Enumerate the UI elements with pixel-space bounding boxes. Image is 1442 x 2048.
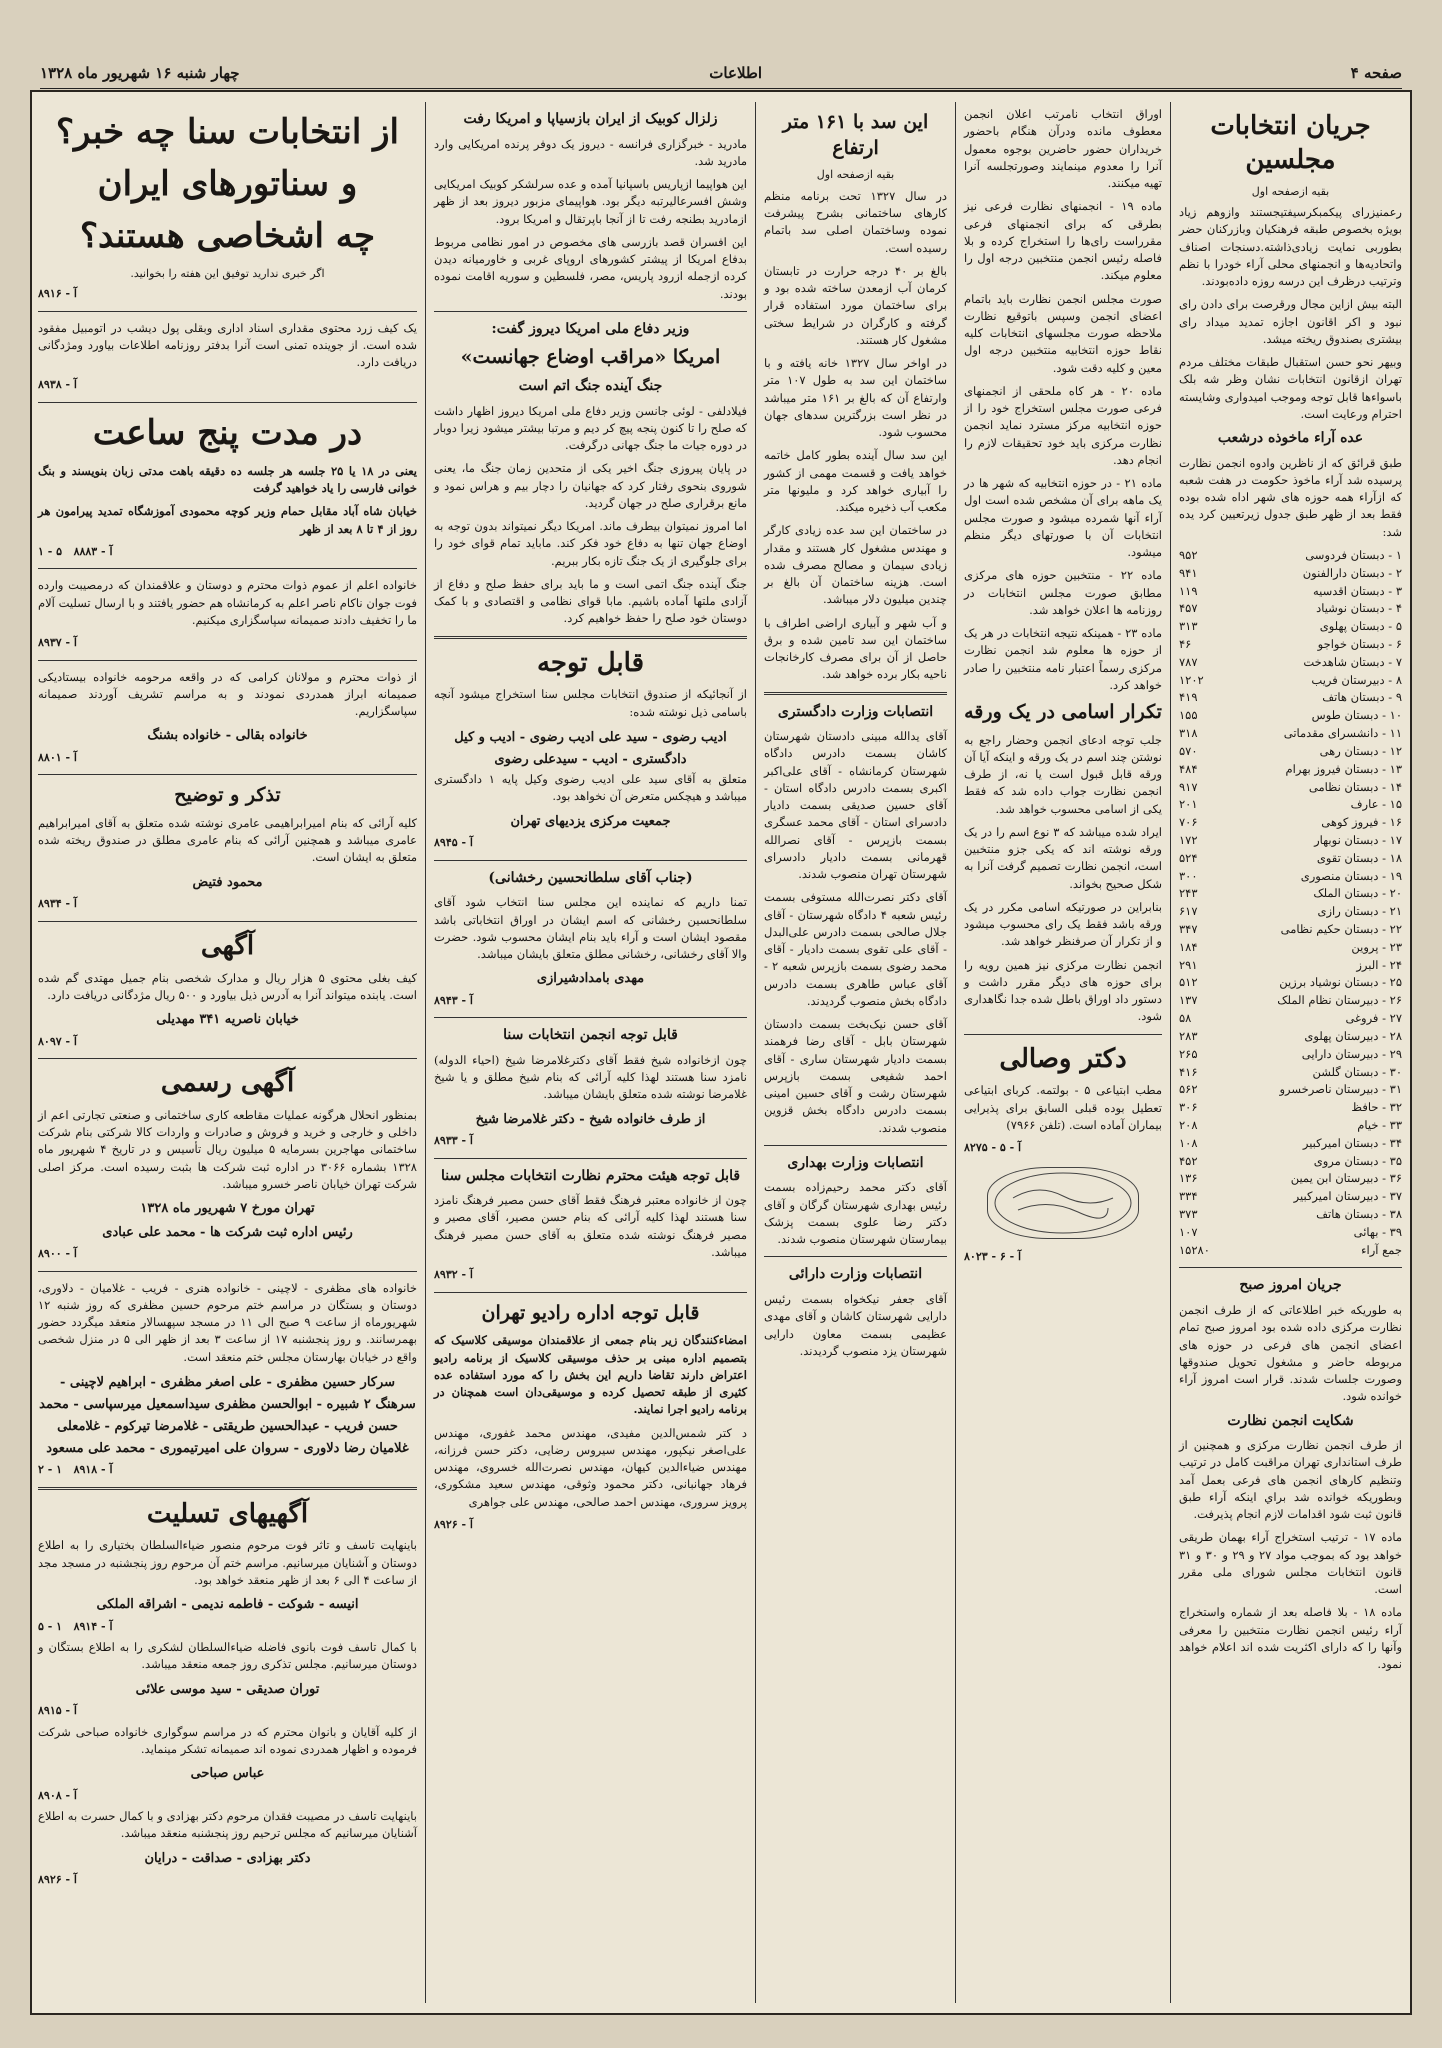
notice-title: قابل توجه اداره رادیو تهران — [481, 1301, 700, 1324]
notice-code: آ - ۸۹۴۵ — [434, 836, 473, 850]
notice-title: (جناب آقای سلطانحسین رخشانی) — [488, 869, 693, 886]
vote-table-value: ۳۴۷ — [1179, 922, 1198, 936]
ad-code: آ - ۸۸۰۱ — [38, 750, 77, 764]
newspaper-name: اطلاعات — [709, 64, 762, 82]
vote-table-label: ۸ - دبیرستان فریب — [1311, 672, 1402, 687]
article-paragraph: در ساختمان این سد عده زیادی کارگر و مهندس مشغول کار هستند و مقدار زیادی سیمان و مصالح مصرف شده است. هزینه ساختمان آن بالغ بر چندین میلیون دلار میباشد. — [764, 523, 947, 607]
article-paragraph: در سال ۱۳۲۷ تحت برنامه منظم کارهای ساختمانی بشرح پیشرفت نموده وساختمان اصلی سد باتمام رسیده است. — [764, 188, 947, 255]
notice-signature: دکتر بهزادی - صداقت - درایان — [144, 1850, 311, 1866]
ad-headline: آگهی — [200, 930, 255, 961]
article-paragraph: البته بیش ازاین مجال ورقرصت برای دادن رای نبود و اکر اقانون اجازه تمدید میداد رای بیشتری بصندوق ریخته میشد. — [1179, 297, 1402, 346]
vote-table-row — [1179, 779, 1402, 797]
article-paragraph: بالغ بر ۴۰ درجه حرارت در تابستان کرمان آب ازمعدن ساخته شده بود و برای ساختمان مورد استفاده قرار گرفته و کارگران در شرایط سختی مشغول کار هستند. — [764, 263, 947, 347]
ad-headline: آگهیهای تسلیت — [146, 1498, 309, 1529]
notice-text: چون ازخانواده شیخ فقط آقای دکترغلامرضا شیخ (احیاء الدوله) نامزد سنا هستند لهذا کلیه آرائی که بنام شیخ مطلق و یا شیخ غلامرضا نوشته شده متعلق بایشان میباشد. — [434, 1052, 747, 1102]
vote-table-label: ۱۱ - دانشسرای مقدماتی — [1283, 726, 1402, 741]
subheading-repeated-names: تکرار اسامی در یک ورقه — [964, 701, 1162, 723]
vote-table-value: ۱۳۶ — [1179, 1171, 1198, 1186]
vote-table-value: ۴۱۹ — [1179, 690, 1198, 705]
vote-table-label: ۲۵ - دبستان نوشیاد برزین — [1279, 975, 1402, 990]
vote-table-label: ۱۶ - فیروز کوهی — [1321, 815, 1402, 830]
notice-signature: خانواده بقالی - خانواده بشنگ — [147, 728, 308, 744]
vote-table-label: ۱۹ - دبستان منصوری — [1300, 868, 1402, 883]
vote-table-row — [1179, 1206, 1402, 1224]
ad-headline: تذکر و توضیح — [174, 784, 281, 807]
article-paragraph: در اواخر سال ۱۳۲۷ خانه یافته و با ساختمان این سد به طول ۱۰۷ متر وارتفاع آن که بالغ بر ۱۶۱ متر میباشد در نظر است بزرگترین سدهای جهان محسوب شود. — [764, 356, 948, 440]
vote-table-row — [1179, 583, 1402, 601]
article-paragraph: آقای دکتر محمد رحیم‌زاده بسمت رئیس بهداری شهرستان گرگان و آقای دکتر رضا علوی بسمت پزشک بیمارستان شهرستان منصوب شدند. — [764, 1180, 947, 1247]
notice-text: متعلق به آقای سید علی ادیب رضوی وکیل پایه ۱ دادگستری میباشد و هیچکس متعرض آن نخواهد بود. — [434, 772, 747, 804]
notice-signature: رئیس اداره ثبت شرکت ها - محمد علی عبادی — [102, 1224, 353, 1240]
article-paragraph: در پایان پیروزی جنگ اخیر یکی از متحدین زمان جنگ ما، یعنی شوروی بنحوی رفتار کرد که جهانیان را دچار بیم و هراس نمود و مانع برقراری صلح در جهان گردید. — [434, 461, 747, 510]
vote-table-value: ۵۱۲ — [1179, 975, 1198, 990]
vote-table-label: ۲ - دبستان دارالفنون — [1302, 565, 1402, 580]
article-paragraph: رعمنیزرای پیکمبکرسیفتیجستند وازوهم زیاد بویژه بخصوص طبقه فرهنکیان وبازرکنان حضر بطوربی نمایت زیادی‌ذاشته.دسنجات اصناف واتحادیه‌ها و انجمنهای محلی آراء خودرا با نظم وترتیب درظرف این درسه روزه داده‌بودند. — [1179, 205, 1402, 289]
vote-count-table — [1179, 547, 1402, 1260]
vote-table-value: ۳۳۴ — [1179, 1189, 1198, 1204]
article-paragraph: ماده ۱۷ - ترتیب استخراج آراء بهمان طریقی خواهد بود که بموجب مواد ۲۷ و ۲۹ و ۳۰ و ۳۱ قانون انتخابات مجلس شورای ملی مقرر است. — [1179, 1530, 1403, 1597]
article-paragraph: این هواپیما ازپاریس باسپانیا آمده و عده سرلشکر کوبیک امریکایی وشش افسرعالیرتبه دیگر بود. هواپیمای مزبور دیروز بعد از ظهر ازمادرید بطنجه رفت تا از آنجا باپرتقال و امریکا برود. — [434, 177, 747, 226]
vote-table-row — [1179, 885, 1402, 903]
ad-text: مطب ابتیاعی ۵ - بولتمه. کربای ابتیاعی تعطیل بوده قبلی السابق برای پذیرایی بیماران آماده است. (تلفن ۷۹۶۶) — [964, 1083, 1162, 1132]
notice-signature: از طرف خانواده شیخ - دکتر غلامرضا شیخ — [475, 1111, 706, 1127]
vote-table-row — [1179, 939, 1402, 957]
article-paragraph: از طرف انجمن نظارت مرکزی و همچنین از طرف استانداری تهران مراقبت کامل در ترتیب وتنظیم کارهای انجمن های فرعی بعمل آمد وبطوریکه خوانده شد براي اینکه آراء طبق قانون ثبت شود اقدامات لازم انجام پذیرفت. — [1179, 1438, 1402, 1522]
subheading-this-morning: جریان امروز صبح — [1239, 1277, 1342, 1294]
vote-table-value: ۹۴۱ — [1179, 565, 1198, 580]
vote-table-label: ۳۹ - بهائی — [1353, 1224, 1402, 1239]
vote-table-row — [1179, 1170, 1402, 1188]
vote-table-row — [1179, 992, 1402, 1010]
notice-code: آ - ۸۹۴۳ — [434, 993, 473, 1007]
vote-table-row — [1179, 636, 1402, 654]
article-paragraph: ماده ۲۱ - در حوزه انتخابیه که شهر ها در یک ماهه برای آن مشخص شده است اول آراء آنها شمرده میشود و صورت مجلس انتخابات آن با صورتهای دیگر منظم میشود. — [964, 476, 1163, 559]
vote-table-row — [1179, 689, 1402, 707]
vote-table-row — [1179, 1188, 1402, 1206]
subheading-justice-appointments: انتصابات وزارت دادگستری — [777, 703, 934, 720]
vote-table-label: ۳۴ - دبستان امیرکبیر — [1302, 1135, 1402, 1150]
article-paragraph: آقای جعفر نیکخواه بسمت رئیس دارایی شهرستان کاشان و آقای مهدی عظیمی بسمت معاون دارایی شهرستان یزد منصوب گردیدند. — [764, 1292, 947, 1358]
vote-table-row — [1179, 1010, 1402, 1028]
ad-headline: چه اشخاصی هستند؟ — [79, 215, 376, 256]
vote-table-label: ۳۶ - دبیرستان ابن یمین — [1290, 1171, 1402, 1186]
vote-table-value: ۱۵۲۸۰ — [1179, 1242, 1210, 1257]
ad-text: بمنظور انحلال هرگونه عملیات مقاطعه کاری ساختمانی و صنعتی تجارتی اعم از داخلی و خارجی و خرید و فروش و صادرات و واردات کالا شرکتی بنام شرکت ساختمانی مهاجرین بسرمایه ۵ میلیون ریال تأسیس و در تاریخ ۴ شهریور ماه ۱۳۲۸ بشماره ۳۰۶۶ در اداره ثبت شرکت ها بثبت رسیده است. مرکز اصلی شرکت تهران خیابان ناصر خسرو میباشد. — [38, 1107, 417, 1191]
vote-table-value: ۷۸۷ — [1179, 654, 1198, 669]
ad-text: خانواده های مظفری - لاچینی - خانواده هنری - فریب - غلامیان - دلاوری، دوستان و بستگان در مراسم ختم مرحوم حسین مظفری که روز شنبه ۱۲ شهریورماه از ساعت ۹ صبح الی ۱۱ در مسجد سپهسالار منعقد میگردد حضور بهمرسانند. و روز پنجشنبه ۱۷ از ساعت ۳ بعد از ظهر الی ۵ در منزل شخصی واقع در خیابان بهارستان مجلس ختم منعقد است. — [38, 1280, 418, 1364]
vote-table-row — [1179, 1135, 1402, 1153]
vote-table-label: ۳۲ - حافظ — [1351, 1100, 1402, 1115]
ad-doctor-vesali: دکتر وصالی — [999, 1043, 1127, 1074]
vote-table-row — [1179, 1028, 1402, 1046]
ad-code: آ - ۸۹۱۵ — [38, 1704, 77, 1718]
page-number: صفحه ۴ — [1350, 64, 1402, 82]
notice-signature: انیسه - شوکت - فاطمه ندیمی - اشراقه الملکی — [96, 1597, 359, 1613]
article-paragraph: این سد سال آینده بطور کامل خاتمه خواهد یافت و قسمت مهمی از کشور را آبیاری خواهد کرد و ملیونها متر مکعب آب ذخیره میکند. — [764, 448, 947, 515]
notice-title: قابل توجه هیئت محترم نظارت انتخابات مجلس سنا — [440, 1167, 741, 1184]
column-election-rules — [955, 102, 1170, 2003]
thanks-notice: خانواده اعلم از عموم ذوات محترم و دوستان و علاقمندان که درمصیبت وارده فوت جوان ناکام ناصر اعلم به کرمانشاه هم حضور یافتند و با ارسال تسلیت آلام ما را تخفیف دادند صمیمانه سپاسگزاری میکنیم. — [38, 578, 417, 627]
vote-table-row — [1179, 921, 1402, 939]
notice-signature: محمود فتیض — [192, 874, 263, 890]
vote-table-label: ۲۱ - دبستان رازی — [1317, 904, 1402, 919]
notice-code: آ - ۸۹۳۲ — [434, 1268, 473, 1282]
article-paragraph: ماده ۲۳ - همینکه نتیجه انتخابات در هر یک از حوزه ها معلوم شد انجمن نظارت مرکزی رسماً اعتبار نامه منتخبین را صادر خواهد کرد. — [964, 626, 1162, 692]
headline-dam: این سد با ۱۶۱ متر ارتفاع — [782, 111, 929, 159]
thanks-notice: از ذوات محترم و مولانان کرامی که در واقعه مرحومه خانواده بیستادیکی صمیمانه ابراز همدردی نمودند و به مراسم تشریف آوردند صمیمانه سپاسگزاریم. — [38, 669, 417, 719]
notice-text: چون از خانواده معتبر فرهنگ فقط آقای حسن مصیر فرهنگ نامزد سنا هستند لهذا کلیه آرائی که بنام حسن مصیر، آقای مصیر و مصیر فرهنگ نوشته شده متعلق به آقای حسن مصیر فرهنگ میباشد. — [434, 1193, 747, 1259]
notice-signature: مهدی بامدادشیرازی — [536, 971, 645, 987]
vote-table-value: ۵۷۰ — [1179, 743, 1198, 758]
condolence-text: باینهایت تاسف و تاثر فوت مرحوم منصور ضیاءالسلطان بختیاری را به اطلاع دوستان و آشنایان میرسانیم. مراسم ختم آن مرحوم روز پنجشنبه در مسجد مجد از ساعت ۴ الی ۶ بعد از ظهر منعقد خواهد بود. — [38, 1538, 417, 1587]
vote-table-label: ۱۳ - دبستان فیروز بهرام — [1285, 761, 1402, 776]
vote-table-row — [1179, 672, 1402, 690]
article-paragraph: ماده ۱۸ - بلا فاصله بعد از شماره واستخراج آراء رئیس انجمن نظارت منتخبین را معرفی وآنها را که دارای اکثریت شده اند اعلام خواهد نمود. — [1179, 1605, 1402, 1672]
vote-table-label: ۴ - دبستان نوشیاد — [1316, 601, 1402, 616]
vote-table-row — [1179, 868, 1402, 886]
ad-code: آ - ۸۸۸۳ ۵ - ۱ — [38, 544, 113, 558]
article-paragraph: اما امروز نمیتوان بیطرف ماند. امریکا دیگر نمیتواند بدون توجه به اوضاع جهان تنها به دفاع خود فکر کند. ماباید تمام قوای خود را برای جلوگیری از یک جنگ تازه بکار ببریم. — [434, 519, 747, 568]
vote-table-label: ۲۹ - دبیرستان دارایی — [1301, 1046, 1402, 1061]
vote-table-row — [1179, 725, 1402, 743]
column-world-news-notices — [425, 102, 755, 2003]
ad-code: آ - ۵ - ۸۲۷۵ — [964, 1141, 1022, 1155]
subheading-finance-appointments: انتصابات وزارت دارائی — [788, 1266, 923, 1283]
vote-table-label: ۲۳ - پروین — [1351, 939, 1402, 954]
headline-kobik: زلزال کوبیک از ایران بازسیاپا و امریکا رفت — [463, 111, 718, 127]
vote-table-row — [1179, 1081, 1402, 1099]
vote-table-label: ۲۸ - دبیرستان پهلوی — [1304, 1028, 1402, 1043]
article-paragraph: انجمن نظارت مرکزی نیز همین رویه را برای حوزه های دیگر مقرر داشت و دستور داد اوراق باطل شده جدا نگاهداری شود. — [964, 957, 1162, 1024]
vote-table-value: ۵۶۲ — [1179, 1082, 1198, 1097]
vote-table-label: ۲۷ - فروغی — [1345, 1011, 1402, 1026]
vote-table-row — [1179, 974, 1402, 992]
headline-america-watching: امریکا «مراقب اوضاع جهانست» — [460, 346, 721, 369]
vote-table-value: ۵۲۴ — [1179, 850, 1198, 865]
vote-table-value: ۱۸۴ — [1179, 939, 1198, 954]
ad-headline: در مدت پنج ساعت — [92, 412, 363, 453]
ad-address: خیابان ناصریه ۳۴۱ مهدیلی — [156, 1012, 299, 1027]
vote-table-label: ۱۴ - دبستان نظامی — [1308, 779, 1402, 794]
newspaper-page — [30, 90, 1412, 2015]
vote-table-value: ۲۰۸ — [1179, 1117, 1198, 1132]
vote-table-row — [1179, 903, 1402, 921]
ad-subnote: اگر خبری ندارید توفیق این هفته را بخوانید. — [130, 266, 325, 280]
article-paragraph: آقای دکتر نصرت‌الله مستوفی بسمت رئیس شعبه ۴ دادگاه شهرستان - آقای جلال صالحی بسمت دادرس علی‌البدل - آقای علی تقوی بسمت دادیار - آقای محمد رضوی بسمت بازپرس شعبه ۲ - آقای عباس طاهری بسمت دادرس دادگاه بخش منصوب گردیدند. — [764, 890, 948, 1008]
article-paragraph: این افسران قصد بازرسی های مخصوص در امور نظامی مربوط بدفاع امریکا از پیشتر کشورهای اروپای غربی و خاورمیانه دیدن کرده ازجمله ازرود پاریس، مصر، فلسطین و سوریه اقامت نموده بودند. — [434, 234, 747, 301]
vote-table-value: ۱۵۵ — [1179, 708, 1198, 723]
vote-table-value: ۲۴۳ — [1179, 886, 1198, 901]
ad-text: خیابان شاه آباد مقابل حمام وزیر کوچه محمودی آموزشگاه تمدید پیرامون هر روز از ۴ تا ۸ بعد از ظهر — [38, 504, 417, 536]
vote-table-value: ۱۳۷ — [1179, 993, 1198, 1008]
vote-table-row — [1179, 814, 1402, 832]
notice-names: دادگستری - ادیب - سیدعلی رضوی — [494, 752, 687, 768]
ad-code: آ - ۸۹۳۴ — [38, 897, 77, 911]
vote-table-row — [1179, 547, 1402, 565]
vote-table-row — [1179, 1242, 1402, 1260]
vote-table-value: ۲۶۵ — [1179, 1046, 1198, 1061]
vote-table-label: ۳۷ - دبیرستان امیرکبیر — [1293, 1189, 1402, 1204]
vote-table-value: ۳۰۰ — [1179, 868, 1198, 883]
vote-table-label: ۳۱ - دبیرستان ناصرخسرو — [1279, 1082, 1402, 1097]
ad-code: آ - ۸۹۲۶ — [38, 1873, 77, 1887]
vote-table-value: ۱۱۹ — [1179, 583, 1198, 598]
vote-table-row — [1179, 707, 1402, 725]
notice-code: آ - ۸۹۲۶ — [434, 1517, 473, 1531]
vote-table-label: ۷ - دبستان شاهدخت — [1303, 654, 1402, 669]
vote-table-row — [1179, 832, 1402, 850]
vote-table-value: ۵۸ — [1179, 1011, 1192, 1026]
notice-names: ادیب رضوی - سید علی ادیب رضوی - ادیب و کیل — [454, 729, 727, 745]
vote-table-row — [1179, 796, 1402, 814]
column-ads — [30, 102, 425, 2003]
vote-table-row — [1179, 565, 1402, 583]
kicker-defense-minister: وزیر دفاع ملی امریکا دیروز گفت: — [491, 320, 690, 337]
vote-table-label: ۱۰ - دبستان طوس — [1311, 708, 1402, 723]
notice-code: آ - ۸۹۳۳ — [434, 1134, 473, 1148]
subheading-health-appointments: انتصابات وزارت بهداری — [787, 1154, 924, 1171]
article-paragraph: فیلادلفی - لوئی جانسن وزیر دفاع ملی امریکا دیروز اظهار داشت که صلح را تا کنون پنجه پیچ کر دیم و مرتبا بیشتر میشود زیرا دوبار در دوره جیات ما جنگ جهانی درگرفت. — [434, 403, 747, 453]
vote-table-value: ۹۵۲ — [1179, 547, 1198, 562]
vote-table-value: ۴۱۶ — [1179, 1064, 1198, 1079]
ad-code: آ - ۸۹۳۸ — [38, 378, 77, 392]
notice-text: از آنجائیکه از صندوق انتخابات مجلس سنا استخراج میشود آنچه باسامی ذیل نوشته شده: — [434, 687, 747, 719]
condolence-text: باینهایت تاسف در مصیبت فقدان مرحوم دکتر بهزادی و با کمال حسرت به اطلاع آشنایان میرسانیم که مجلس ترحیم روز پنجشنبه منعقد میباشد. — [38, 1809, 417, 1841]
ad-headline: از انتخابات سنا چه خبر؟ — [56, 112, 399, 152]
newspaper-header — [40, 60, 1402, 91]
vote-table-label: ۲۰ - دبستان الملک — [1313, 886, 1402, 901]
article-paragraph: جلب توجه ادعای انجمن وحضار راجع به نوشتن چند اسم در یک ورقه و اینکه آیا آن ورقه قابل قبول است یا نه، از طرف انجمن نظارت جواب داده شد که فقط یکی از اسامی محسوب خواهد شد. — [964, 732, 1162, 816]
column-dam-and-appointments — [755, 102, 955, 2003]
vote-table-label: ۹ - دبستان هاتف — [1322, 690, 1402, 705]
ad-code: آ - ۸۹۳۷ — [38, 636, 77, 650]
article-paragraph: طبق قرائق که از ناظرین وادوه انجمن نظارت پرسیده شد آراء ماخوذ حکومت در هفت شعبه که ازآراء همه حوزه های شهر اداه شده بوده فقط بعد از ظهر طبق جدول زیرتعیین کرد یده شد: — [1179, 455, 1402, 539]
ad-code: آ - ۸۰۹۷ — [38, 1034, 77, 1048]
vote-table-row — [1179, 761, 1402, 779]
vote-table-label: ۳ - دبستان اقدسیه — [1312, 583, 1402, 598]
ad-code: آ - ۸۹۱۸ ۱ - ۲ — [38, 1463, 113, 1477]
vote-table-row — [1179, 600, 1402, 618]
headline-senate-elections: جریان انتخابات مجلسین — [1210, 111, 1371, 175]
vote-table-value: ۷۰۶ — [1179, 815, 1198, 830]
vote-table-label: ۱۲ - دبستان رهی — [1319, 743, 1402, 758]
notice-signature: توران صدیقی - سید موسی علائی — [135, 1681, 320, 1697]
article-paragraph: و آب شهر و آبیاری اراضی اطراف با ساختمان این سد تامین شده و برق حاصل از آن برای مصرف کارخانجات ناحیه بکار برده خواهد شد. — [764, 615, 947, 682]
vote-table-value: ۴۵۲ — [1179, 1153, 1198, 1168]
vote-table-label: ۱۸ - دبستان تقوی — [1316, 850, 1402, 865]
vote-table-value: ۱۰۷ — [1179, 1224, 1198, 1239]
article-paragraph: ماده ۲۲ - منتخبین حوزه های مرکزی مطابق صورت مجلس انتخابات در روزنامه ها اعلان خواهد شد. — [964, 568, 1162, 617]
vote-table-row — [1179, 618, 1402, 636]
continued-label: بقیه ازصفحه اول — [1251, 184, 1330, 198]
vote-table-value: ۳۷۳ — [1179, 1207, 1198, 1221]
article-paragraph: ماده ۲۰ - هر کاه ملحقی از انجمنهای فرعی صورت مجلس استخراج خود را از حوزه انتخابیه مرکز مسترد نماید انجمن نظارت مرکزی باید خود تحقیقات لازم را انجام دهد. — [964, 383, 1162, 467]
vote-table-value: ۴۵۷ — [1179, 601, 1198, 616]
vote-table-row — [1179, 1224, 1402, 1242]
vote-table-label: ۳۵ - دبستان مروی — [1313, 1153, 1402, 1168]
vote-table-value: ۳۱۸ — [1179, 726, 1198, 741]
article-paragraph: اوراق انتخاب نامرتب اعلان انجمن معطوف مانده ودرآن هنگام باحضور خریداران حضور حاضرین بوجوه معمول آنرا را معدوم مینمایند وصورتجلسه آنرا تهیه میکنند. — [964, 107, 1162, 190]
vote-table-row — [1179, 957, 1402, 975]
footer-code: آ - ۶ - ۸۰۲۳ — [964, 1249, 1022, 1263]
vote-table-row — [1179, 1153, 1402, 1171]
vote-table-label: ۳۳ - خیام — [1357, 1117, 1402, 1132]
vote-table-row — [1179, 1117, 1402, 1135]
vote-table-value: ۳۰۶ — [1179, 1100, 1198, 1115]
notice-text: تمنا داریم که نماینده این مجلس سنا انتخاب شود آقای سلطانحسین رخشانی که اسم ایشان در اوراق انتخاباتی باشد مقصود ایشان است و آراء باید بنام ایشان محسوب شود. حضرت والا آقای رخشانی، رخشانی مطلق متعلق بایشان میباشد. — [434, 895, 747, 961]
vote-table-label: ۲۲ - دبستان حکیم نظامی — [1280, 922, 1402, 936]
notice-title: قابل توجه انجمن انتخابات سنا — [503, 1027, 678, 1044]
stamp-seal — [987, 1167, 1139, 1239]
article-paragraph: آقای یدالله مبینی دادستان شهرستان کاشان بسمت دادرس دادگاه شهرستان کرمانشاه - آقای علی‌اکبر اکبری بسمت دادرس دادگاه استان - آقای حسین صدیقی بسمت دادیار دادسرای استان - آقای محمد عسگری بسمت بازپرس - آقای نصرالله قهرمانی بسمت دادیار دادسرای شهرستان تهران منصوب شدند. — [764, 729, 947, 882]
vote-table-label: ۱۵ - عارف — [1350, 797, 1402, 812]
article-paragraph: وبیهر نحو حسن استقبال طبقات مختلف مردم تهران ازقانون انتخابات نشان وظر شه بلک باسواءها قابل توجه وموجب امیدواری وشایسته احترام ورعایت است. — [1179, 355, 1402, 421]
article-paragraph: آقای حسن نیک‌بخت بسمت دادستان شهرستان بابل - آقای رضا فرهمند بسمت دادیار شهرستان ساری - آقای احمد شفیعی بسمت بازپرس شهرستان رشت و آقای حسین امینی بسمت دادرس دادگاه بخش قزوین منصوب شدند. — [764, 1017, 947, 1135]
vote-table-value: ۱۷۲ — [1179, 832, 1198, 847]
column-senate-elections — [1170, 102, 1410, 2003]
vote-table-value: ۴۸۴ — [1179, 761, 1198, 776]
condolence-text: با کمال تاسف فوت بانوی فاضله ضیاءالسلطان لشکری را به اطلاع بستگان و دوستان میرسانیم. مجلس تذکری روز جمعه منعقد میباشد. — [38, 1640, 417, 1672]
subheadline-atomic-war: جنگ آینده جنگ اتم است — [518, 378, 663, 395]
family-names: سرکار حسین مظفری - علی اصغر مظفری - ابراهیم لاچینی - سرهنگ ۲ شبیره - ابوالحسن مظفری سیداسمعیل میرسپاسی - محمد حسن فریب - عبدالحسین طریقتی - غلامرضا تیرکوم - غلامعلی غلامیان رضا دلاوری - سروان علی امیرتیموری - محمد علی مسعود — [39, 1374, 416, 1457]
vote-table-label: ۳۰ - دبستان گلشن — [1312, 1064, 1402, 1079]
article-paragraph: ایراد شده میباشد که ۳ نوع اسم را در یک ورقه نوشته اند که یکی جزو منتخبین است، انجمن نظارت تصمیم گرفت آنرا به شکل صحیح بخواند. — [964, 824, 1163, 891]
ad-headline: آگهی رسمی — [160, 1068, 295, 1098]
issue-date: چهار شنبه ۱۶ شهریور ماه ۱۳۲۸ — [40, 64, 240, 82]
vote-table-label: ۳۸ - دبستان هاتف — [1316, 1207, 1402, 1221]
condolence-text: از کلیه آقایان و بانوان محترم که در مراسم سوگواری خانواده صباحی شرکت فرموده و اظهار همدردی نموده اند صمیمانه تشکر مینماید. — [38, 1724, 417, 1756]
vote-table-label: ۵ - دبستان پهلوی — [1319, 619, 1402, 634]
vote-table-value: ۹۱۷ — [1179, 779, 1198, 794]
vote-table-value: ۱۲۰۲ — [1179, 672, 1204, 687]
vote-table-row — [1179, 1046, 1402, 1064]
vote-table-label: ۶ - دبستان خواجو — [1317, 637, 1402, 651]
vote-table-value: ۲۰۱ — [1179, 797, 1198, 812]
vote-table-label: ۲۶ - دبیرستان نظام الملک — [1277, 993, 1402, 1008]
article-paragraph: مادرید - خبرگزاری فرانسه - دیروز یک دوفر پرنده امریکایی وارد مادرید شد. — [434, 136, 747, 168]
ad-code: آ - ۸۹۰۸ — [38, 1788, 77, 1802]
notice-signature: جمعیت مرکزی یزدیهای تهران — [510, 813, 671, 829]
vote-table-value: ۳۱۳ — [1179, 619, 1198, 634]
vote-table-label: ۱ - دبستان فردوسی — [1305, 547, 1402, 562]
vote-table-value: ۴۶ — [1179, 637, 1192, 651]
vote-table-label: جمع آراء — [1361, 1242, 1402, 1257]
lost-notice: یک کیف زرد محتوی مقداری اسناد اداری وبقلی پول دیشب در اتومبیل مفقود شده است. از جوینده تمنی است آنرا بدفتر روزنامه اطلاعات بیاورد ومژدگانی دریافت دارد. — [38, 320, 417, 370]
vote-table-value: ۶۱۷ — [1179, 904, 1198, 919]
subheading-votes: عده آراء ماخوذه درشعب — [1217, 430, 1364, 447]
notice-title: قابل توجه — [536, 647, 644, 678]
ad-text: یعنی در ۱۸ یا ۲۵ جلسه هر جلسه ده دقیقه باهت مدتی زبان بنویسند و بنگ خوانی فارسی را یاد خواهید گرفت — [38, 463, 417, 496]
article-paragraph: ماده ۱۹ - انجمنهای نظارت فرعی نیز بطرقی که برای انجمنهای فرعی مقرراست رای‌ها را استخراج کرده و بلا فاصله رئیس انجمن منتخبین درجه اول را معلوم میکند. — [964, 199, 1162, 283]
vote-table-label: ۲۴ - البرز — [1356, 957, 1402, 972]
ad-text: کیف بغلی محتوی ۵ هزار ریال و مدارک شخصی بنام جمیل مهتدی گم شده است. یابنده میتواند آنرا به آدرس ذیل بیاورد و ۵۰۰ ریال مژدگانی دریافت دارد. — [38, 970, 418, 1002]
vote-table-row — [1179, 1064, 1402, 1082]
continued-label: بقیه ازصفحه اول — [816, 168, 895, 182]
notice-signature: عباس صباحی — [190, 1766, 265, 1782]
notice-names: د کتر شمس‌الدین مفیدی، مهندس محمد غفوری، مهندس علی‌اصغر نیکپور، مهندس سیروس رضایی، دکتر حسن فرزانه، مهندس ضیاءالدین کیهان، مهندس نصرت‌الله خسروی، مهندس فرهاد جهانبانی، دکتر محمود وثوقی، مهندس سعید مشکوری، پرویز سروری، مهندس احمد صالحی، مهندس علی جواهری — [434, 1425, 747, 1509]
vote-table-value: ۲۹۱ — [1179, 957, 1198, 972]
ad-code: آ - ۸۹۱۶ — [38, 287, 77, 301]
vote-table-row — [1179, 654, 1402, 672]
article-paragraph: بنابراین در صورتیکه اسامی مکرر در یک ورقه باشد فقط یک رای محسوب میشود و از تکرار آن صرفنظر خواهد شد. — [964, 899, 1162, 949]
article-paragraph: جنگ آینده جنگ اتمی است و ما باید برای حفظ صلح و دفاع از آزادی ملتها آماده باشیم. مابا قوای نظامی و اقتصادی و با کمک دوستان خود صلح را حفظ خواهیم کرد. — [434, 576, 747, 626]
ad-code: آ - ۸۹۱۴ ۱ - ۵ — [38, 1619, 113, 1633]
ad-text: کلیه آرائی که بنام امیرابراهیمی عامری نوشته شده متعلق به آقای امیرابراهیم عامری میباشد و همچنین آرائی که بنام عامری مطلق در صندوق ریخته شده متعلق به ایشان است. — [38, 815, 417, 865]
article-paragraph: صورت مجلس انجمن نظارت باید باتمام اعضای انجمن وسپس باتوقیع نظارت ملاحظه صورت مجلسهای انتخابات کلیه نقاط حوزه انتخابیه منتخبین درجه اول معین و کلیه دقت شود. — [964, 291, 1162, 375]
ad-date: تهران مورخ ۷ شهریور ماه ۱۳۲۸ — [140, 1201, 315, 1217]
vote-table-label: ۱۷ - دبستان نوبهار — [1314, 832, 1402, 847]
notice-text: امضاءکنندگان زیر بنام جمعی از علاقمندان موسیقی کلاسیک که بتصمیم اداره مبنی بر حذف موسیقی کلاسیک از برنامه رادیو اعتراض دارند تقاضا داریم این بخش را که مورد استفاده عده کثیری از طبقه تحصیل کرده و موسیقی‌دان است همچنان در برنامه رادیو اجرا نمایند. — [434, 1333, 747, 1417]
article-paragraph: به طوریکه خبر اطلاعاتی که از طرف انجمن نظارت مرکزی داده شده بود امروز صبح تمام اعضای انجمن های فرعی در حوزه های مربوطه حاضر و مشغول تحویل صندوقها وصورت جلسات شدند. قرار است امروز آراء خوانده شود. — [1179, 1303, 1402, 1404]
ad-headline: و سناتورهای ایران — [97, 163, 358, 204]
vote-table-row — [1179, 743, 1402, 761]
vote-table-row — [1179, 850, 1402, 868]
vote-table-value: ۱۰۸ — [1179, 1135, 1198, 1150]
subheading-supervision: شکایت انجمن نظارت — [1227, 1412, 1354, 1429]
vote-table-row — [1179, 1099, 1402, 1117]
ad-code: آ - ۸۹۰۰ — [38, 1247, 77, 1261]
vote-table-value: ۲۸۳ — [1179, 1028, 1198, 1043]
